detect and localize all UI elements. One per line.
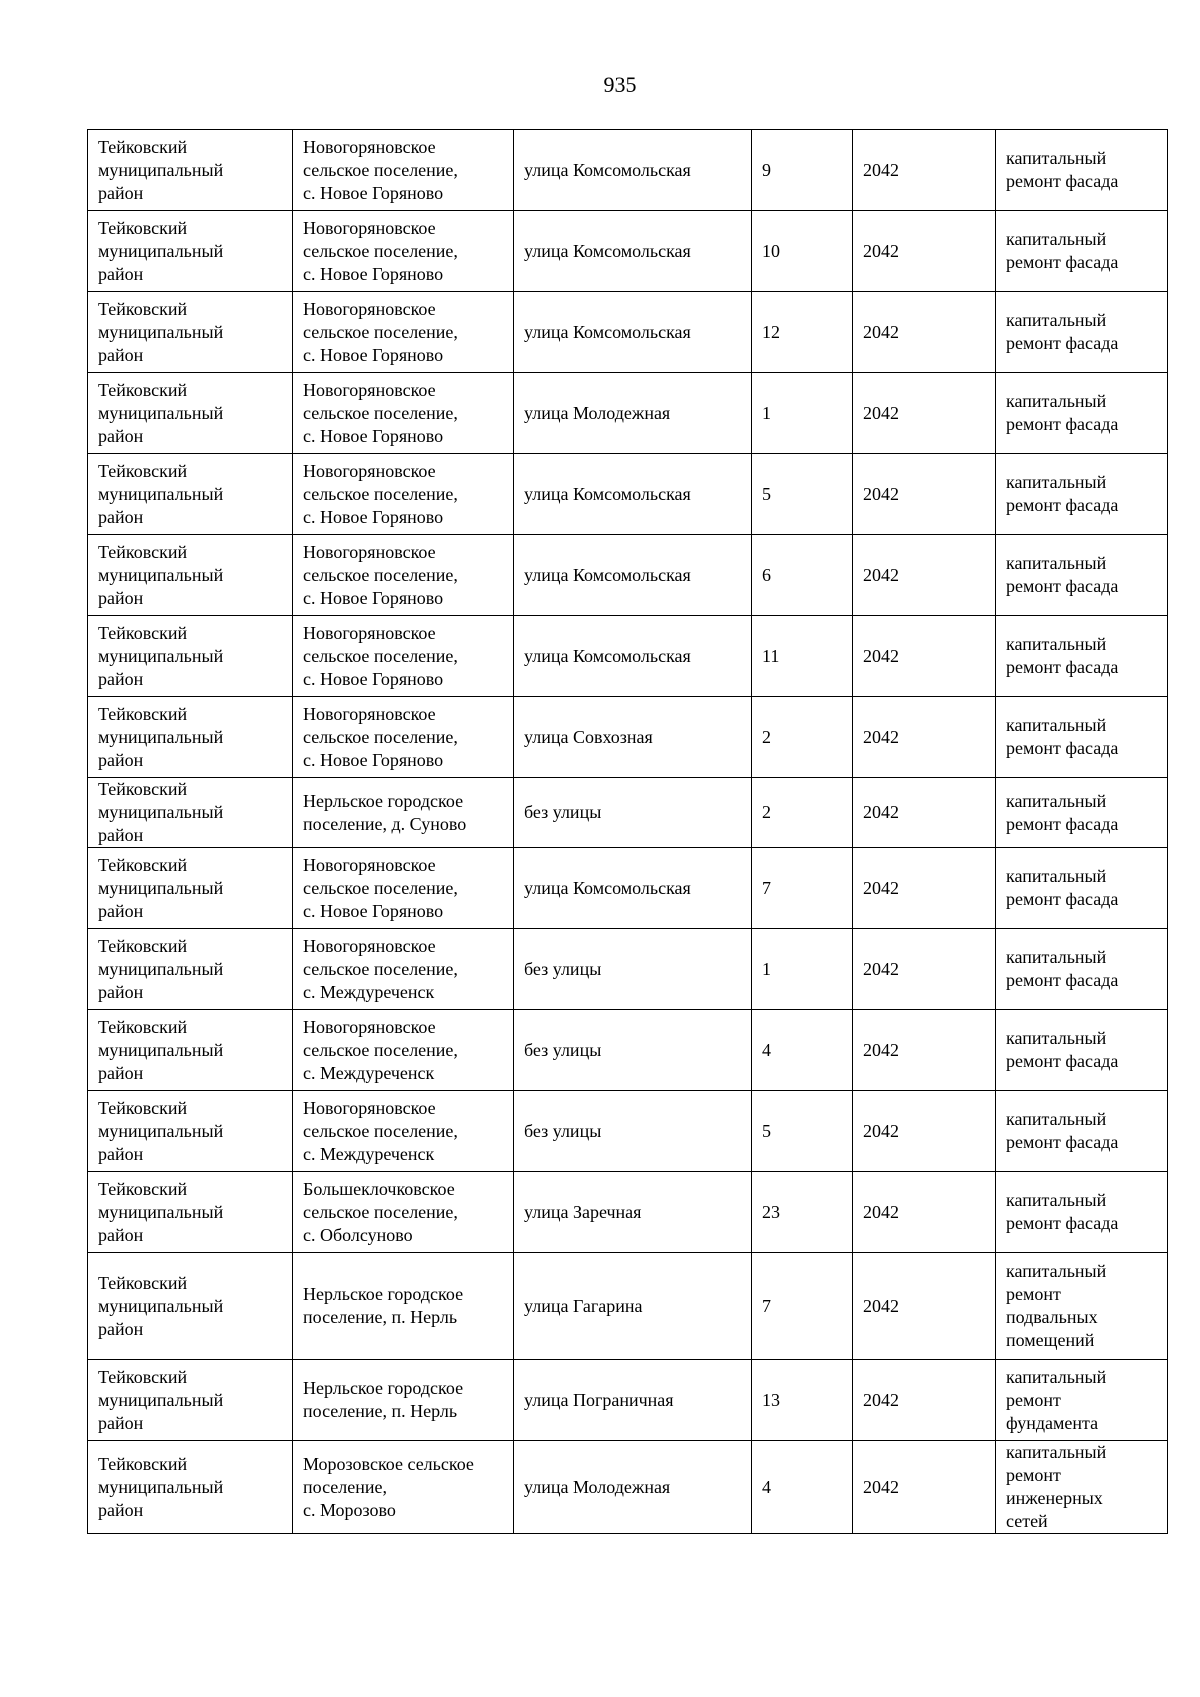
district-cell: Тейковский муниципальный район	[88, 697, 293, 778]
settlement-cell: Нерльское городское поселение, д. Суново	[293, 778, 514, 848]
table-row	[88, 373, 1168, 454]
settlement-cell: Новогоряновское сельское поселение, с. Новое Горяново	[293, 697, 514, 778]
settlement-cell: Нерльское городское поселение, п. Нерль	[293, 1360, 514, 1441]
house-number-cell: 7	[752, 1253, 853, 1360]
table-row	[88, 929, 1168, 1010]
district-cell: Тейковский муниципальный район	[88, 1172, 293, 1253]
settlement-cell: Новогоряновское сельское поселение, с. Новое Горяново	[293, 616, 514, 697]
year-cell: 2042	[853, 1172, 996, 1253]
work-type-cell: капитальный ремонт подвальных помещений	[996, 1253, 1168, 1360]
street-cell: улица Комсомольская	[514, 211, 752, 292]
work-type-cell: капитальный ремонт фасада	[996, 848, 1168, 929]
house-number-cell: 5	[752, 1091, 853, 1172]
table-row	[88, 1172, 1168, 1253]
district-cell: Тейковский муниципальный район	[88, 373, 293, 454]
table-row	[88, 1010, 1168, 1091]
table-row	[88, 778, 1168, 848]
district-cell: Тейковский муниципальный район	[88, 778, 293, 848]
street-cell: улица Совхозная	[514, 697, 752, 778]
street-cell: улица Гагарина	[514, 1253, 752, 1360]
house-number-cell: 6	[752, 535, 853, 616]
year-cell: 2042	[853, 211, 996, 292]
district-cell: Тейковский муниципальный район	[88, 929, 293, 1010]
street-cell: улица Комсомольская	[514, 535, 752, 616]
work-type-cell: капитальный ремонт инженерных сетей	[996, 1441, 1168, 1534]
year-cell: 2042	[853, 616, 996, 697]
settlement-cell: Новогоряновское сельское поселение, с. Новое Горяново	[293, 373, 514, 454]
year-cell: 2042	[853, 697, 996, 778]
settlement-cell: Нерльское городское поселение, п. Нерль	[293, 1253, 514, 1360]
work-type-cell: капитальный ремонт фасада	[996, 616, 1168, 697]
year-cell: 2042	[853, 778, 996, 848]
house-number-cell: 4	[752, 1441, 853, 1534]
work-type-cell: капитальный ремонт фундамента	[996, 1360, 1168, 1441]
table-row	[88, 1360, 1168, 1441]
district-cell: Тейковский муниципальный район	[88, 1360, 293, 1441]
work-type-cell: капитальный ремонт фасада	[996, 697, 1168, 778]
table-row	[88, 697, 1168, 778]
settlement-cell: Новогоряновское сельское поселение, с. Междуреченск	[293, 929, 514, 1010]
house-number-cell: 5	[752, 454, 853, 535]
work-type-cell: капитальный ремонт фасада	[996, 1172, 1168, 1253]
table-row	[88, 211, 1168, 292]
table-row	[88, 1091, 1168, 1172]
year-cell: 2042	[853, 1091, 996, 1172]
year-cell: 2042	[853, 1010, 996, 1091]
settlement-cell: Новогоряновское сельское поселение, с. Новое Горяново	[293, 292, 514, 373]
year-cell: 2042	[853, 130, 996, 211]
street-cell: без улицы	[514, 929, 752, 1010]
work-type-cell: капитальный ремонт фасада	[996, 535, 1168, 616]
street-cell: улица Молодежная	[514, 1441, 752, 1534]
work-type-cell: капитальный ремонт фасада	[996, 1010, 1168, 1091]
work-type-cell: капитальный ремонт фасада	[996, 929, 1168, 1010]
street-cell: улица Комсомольская	[514, 454, 752, 535]
year-cell: 2042	[853, 929, 996, 1010]
house-number-cell: 13	[752, 1360, 853, 1441]
settlement-cell: Морозовское сельское поселение, с. Морозово	[293, 1441, 514, 1534]
table-body	[88, 130, 1168, 1534]
district-cell: Тейковский муниципальный район	[88, 1091, 293, 1172]
year-cell: 2042	[853, 1253, 996, 1360]
house-number-cell: 2	[752, 697, 853, 778]
street-cell: улица Молодежная	[514, 373, 752, 454]
street-cell: без улицы	[514, 778, 752, 848]
house-number-cell: 10	[752, 211, 853, 292]
house-number-cell: 1	[752, 929, 853, 1010]
table-row	[88, 1253, 1168, 1360]
street-cell: без улицы	[514, 1091, 752, 1172]
house-number-cell: 9	[752, 130, 853, 211]
house-number-cell: 23	[752, 1172, 853, 1253]
street-cell: улица Комсомольская	[514, 130, 752, 211]
year-cell: 2042	[853, 1441, 996, 1534]
district-cell: Тейковский муниципальный район	[88, 1010, 293, 1091]
settlement-cell: Новогоряновское сельское поселение, с. Новое Горяново	[293, 535, 514, 616]
year-cell: 2042	[853, 373, 996, 454]
table-row	[88, 454, 1168, 535]
district-cell: Тейковский муниципальный район	[88, 535, 293, 616]
work-type-cell: капитальный ремонт фасада	[996, 454, 1168, 535]
street-cell: улица Комсомольская	[514, 292, 752, 373]
street-cell: без улицы	[514, 1010, 752, 1091]
house-number-cell: 4	[752, 1010, 853, 1091]
year-cell: 2042	[853, 292, 996, 373]
street-cell: улица Пограничная	[514, 1360, 752, 1441]
district-cell: Тейковский муниципальный район	[88, 211, 293, 292]
year-cell: 2042	[853, 454, 996, 535]
district-cell: Тейковский муниципальный район	[88, 1253, 293, 1360]
settlement-cell: Новогоряновское сельское поселение, с. Новое Горяново	[293, 130, 514, 211]
district-cell: Тейковский муниципальный район	[88, 454, 293, 535]
house-number-cell: 1	[752, 373, 853, 454]
district-cell: Тейковский муниципальный район	[88, 1441, 293, 1534]
house-number-cell: 12	[752, 292, 853, 373]
table-row	[88, 616, 1168, 697]
settlement-cell: Большеклочковское сельское поселение, с. Оболсуново	[293, 1172, 514, 1253]
table-row	[88, 848, 1168, 929]
settlement-cell: Новогоряновское сельское поселение, с. Междуреченск	[293, 1010, 514, 1091]
district-cell: Тейковский муниципальный район	[88, 848, 293, 929]
work-type-cell: капитальный ремонт фасада	[996, 130, 1168, 211]
district-cell: Тейковский муниципальный район	[88, 292, 293, 373]
street-cell: улица Заречная	[514, 1172, 752, 1253]
year-cell: 2042	[853, 1360, 996, 1441]
table-row	[88, 130, 1168, 211]
district-cell: Тейковский муниципальный район	[88, 616, 293, 697]
page-number: 935	[603, 72, 637, 97]
settlement-cell: Новогоряновское сельское поселение, с. Новое Горяново	[293, 848, 514, 929]
house-number-cell: 2	[752, 778, 853, 848]
settlement-cell: Новогоряновское сельское поселение, с. Междуреченск	[293, 1091, 514, 1172]
table-row	[88, 1441, 1168, 1534]
work-type-cell: капитальный ремонт фасада	[996, 778, 1168, 848]
house-number-cell: 11	[752, 616, 853, 697]
district-cell: Тейковский муниципальный район	[88, 130, 293, 211]
work-type-cell: капитальный ремонт фасада	[996, 1091, 1168, 1172]
settlement-cell: Новогоряновское сельское поселение, с. Новое Горяново	[293, 454, 514, 535]
settlement-cell: Новогоряновское сельское поселение, с. Новое Горяново	[293, 211, 514, 292]
street-cell: улица Комсомольская	[514, 848, 752, 929]
year-cell: 2042	[853, 535, 996, 616]
table-row	[88, 535, 1168, 616]
work-type-cell: капитальный ремонт фасада	[996, 292, 1168, 373]
table-row	[88, 292, 1168, 373]
street-cell: улица Комсомольская	[514, 616, 752, 697]
year-cell: 2042	[853, 848, 996, 929]
house-number-cell: 7	[752, 848, 853, 929]
registry-table	[87, 129, 1168, 1534]
work-type-cell: капитальный ремонт фасада	[996, 211, 1168, 292]
work-type-cell: капитальный ремонт фасада	[996, 373, 1168, 454]
